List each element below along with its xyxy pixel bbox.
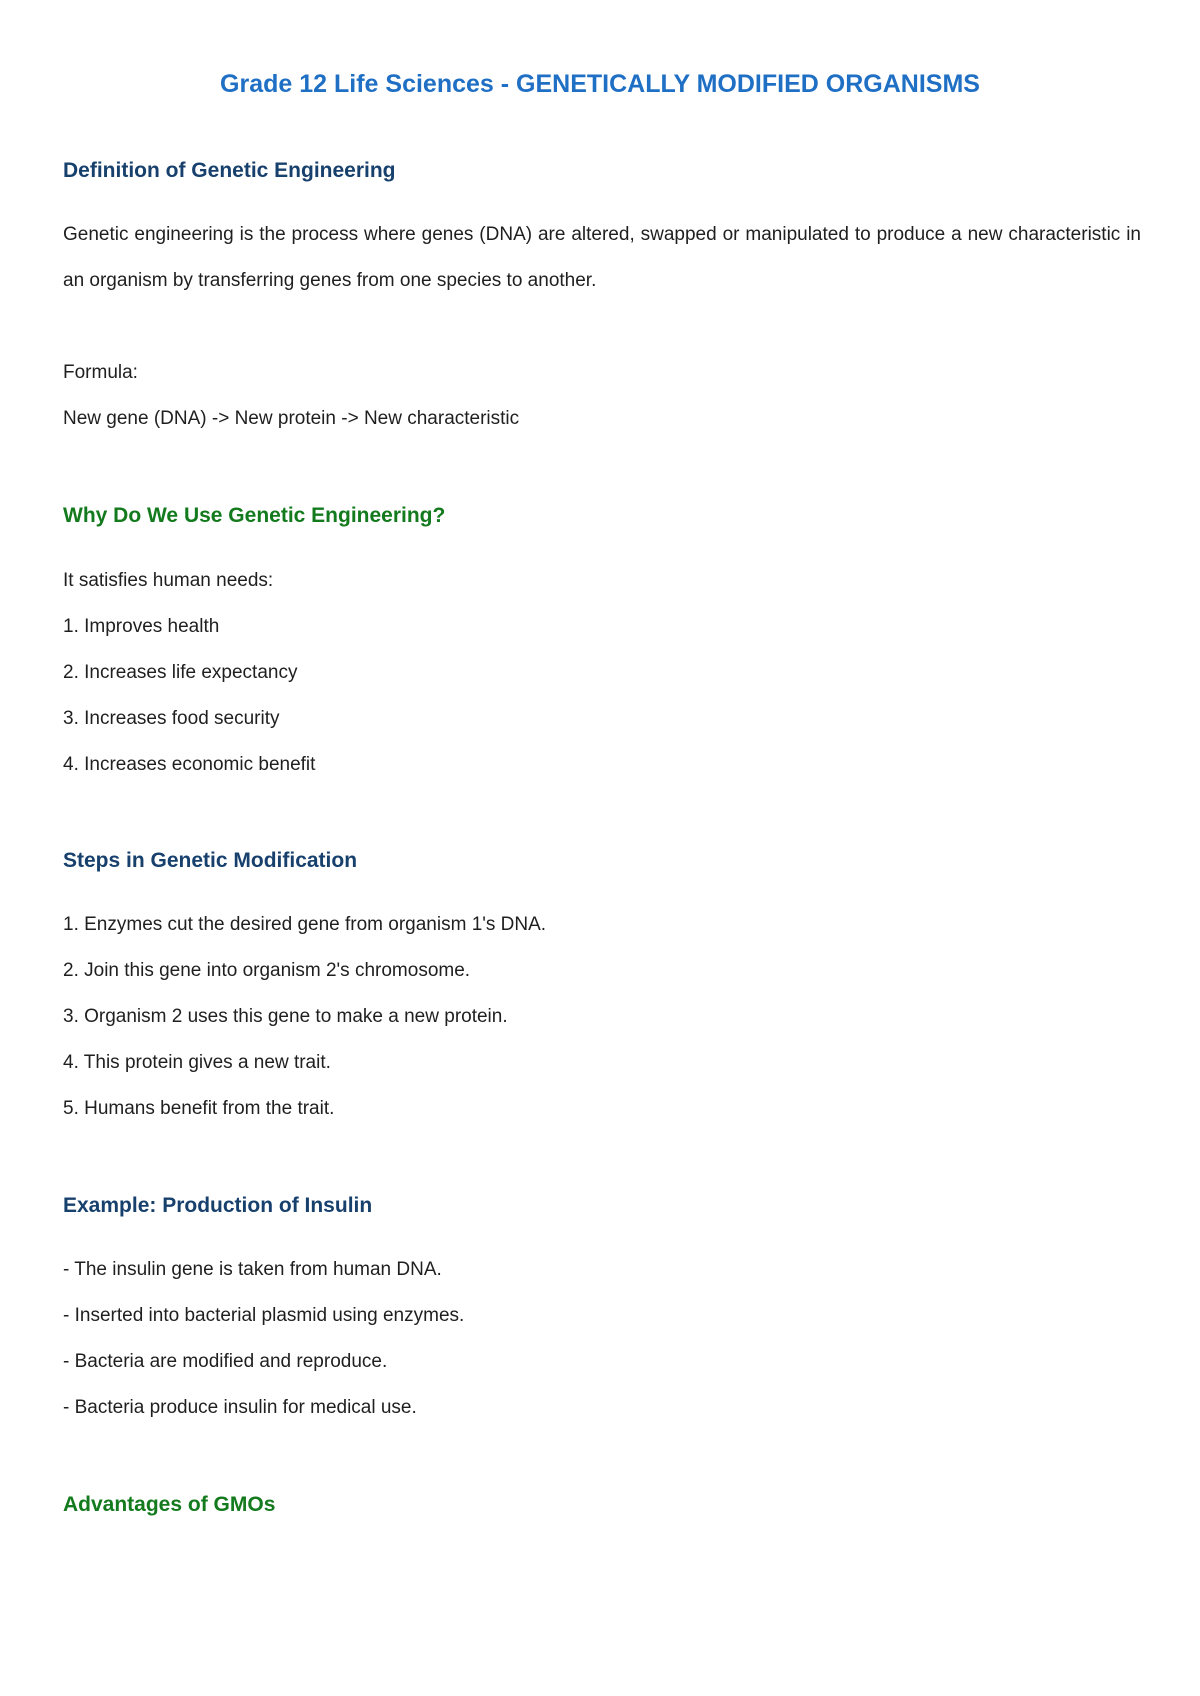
steps-list-item: 2. Join this gene into organism 2's chromosome. [63,960,471,981]
heading-steps: Steps in Genetic Modification [63,849,358,872]
definition-paragraph: Genetic engineering is the process where genes (DNA) are altered, swapped or manipulated to produce a new characteristic in an organism by transferring genes from one species to another. [63,224,1141,291]
steps-list-item: 5. Humans benefit from the trait. [63,1098,335,1119]
heading-advantages: Advantages of GMOs [63,1493,276,1516]
why-intro: It satisfies human needs: [63,570,274,591]
heading-example: Example: Production of Insulin [63,1194,373,1217]
steps-list-item: 1. Enzymes cut the desired gene from organism 1's DNA. [63,914,547,935]
heading-why: Why Do We Use Genetic Engineering? [63,504,446,527]
steps-list-item: 4. This protein gives a new trait. [63,1052,331,1073]
why-list-item: 3. Increases food security [63,708,280,729]
document-title: Grade 12 Life Sciences - GENETICALLY MODIFIED ORGANISMS [220,70,980,98]
steps-list-item: 3. Organism 2 uses this gene to make a new protein. [63,1006,508,1027]
example-list-item: - The insulin gene is taken from human DNA. [63,1259,442,1280]
why-list-item: 1. Improves health [63,616,220,637]
formula-text: New gene (DNA) -> New protein -> New characteristic [63,408,520,429]
formula-label: Formula: [63,362,138,383]
why-list-item: 2. Increases life expectancy [63,662,298,683]
example-list-item: - Bacteria produce insulin for medical use. [63,1397,417,1418]
heading-definition: Definition of Genetic Engineering [63,159,396,182]
example-list-item: - Inserted into bacterial plasmid using enzymes. [63,1305,465,1326]
example-list-item: - Bacteria are modified and reproduce. [63,1351,388,1372]
why-list-item: 4. Increases economic benefit [63,754,316,775]
